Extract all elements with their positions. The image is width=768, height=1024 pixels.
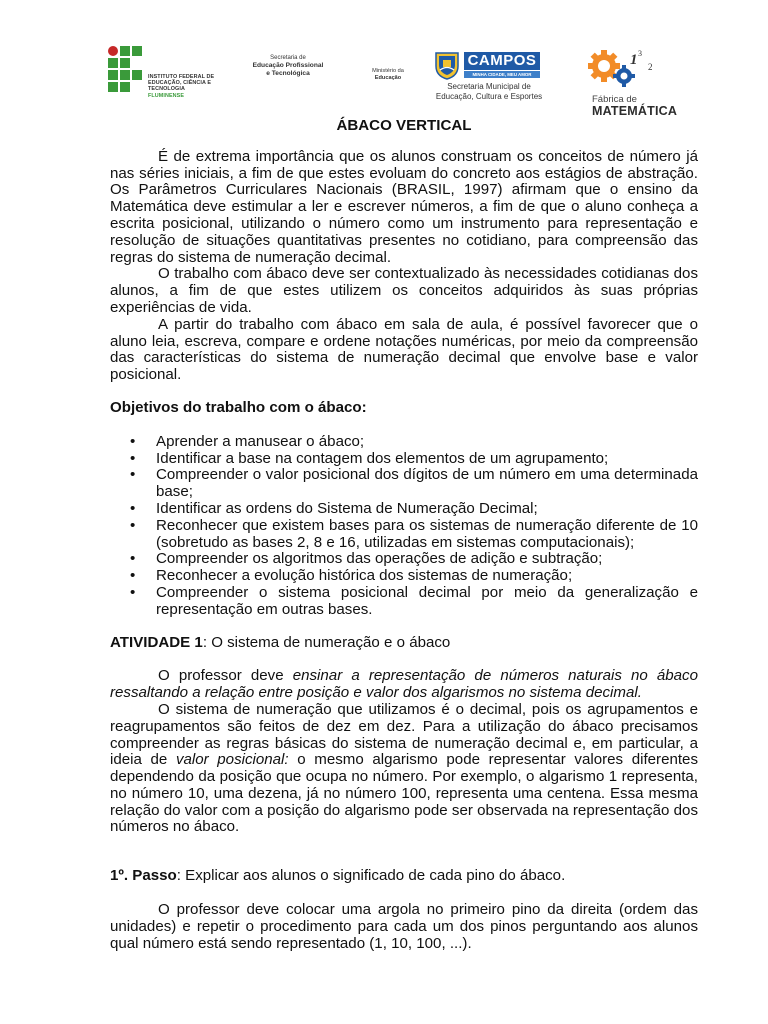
list-item: • Reconhecer a evolução histórica dos sistemas de numeração; <box>110 568 698 585</box>
step1-label: 1º. Passo <box>110 867 177 885</box>
fabrica-de-matematica-logo <box>584 44 678 120</box>
logo-header <box>108 40 678 120</box>
list-item: • Identificar as ordens do Sistema de Numeração Decimal; <box>110 501 698 518</box>
if-logo-line1: INSTITUTO FEDERAL DE <box>148 74 215 80</box>
document-title: ÁBACO VERTICAL <box>336 117 472 134</box>
objectives-heading: Objetivos do trabalho com o ábaco: <box>110 398 367 416</box>
step1-paragraph: O professor deve colocar uma argola no primeiro pino da direita (ordem das unidades) e repetir o procedimento para cada um dos pinos perguntando aos alunos qual número está sendo representado (1, 10, 100, ...). <box>110 901 698 952</box>
activity-p2-part2: o mesmo algarismo pode representar valores diferentes dependendo da posição que ocupa no número. Por exemplo, o algarismo 1 representa, no número 10, uma dezena, já no número 100, representa uma centena. Essa mesma relação do valor com a posição do algarismo pode ser observada na representação dos números no ábaco. <box>110 751 698 836</box>
if-logo-line2: EDUCAÇÃO, CIÊNCIA E TECNOLOGIA <box>148 80 212 93</box>
intro-paragraph-1: É de extrema importância que os alunos construam os conceitos de número já nas séries iniciais, a fim de que estes evoluam do concreto aos estágios de abstração. Os Parâmetros Curriculares Nacionais (BRASIL, 1997) afirmam que o ensino da Matemática deve estimular a ler e escrever números, a fim de que o aluno conheça a escrita posicional, utilizando o número como um instrumento para representação e resolução de situações quantitativas presentes no cotidiano, para compreensão das regras do sistema de numeração decimal. <box>110 147 698 266</box>
setec-line1: Secretaria de <box>270 55 306 61</box>
document-body <box>110 112 698 952</box>
campos-sec-line2: Educação, Cultura e Esportes <box>435 91 543 101</box>
activity-heading <box>110 635 698 652</box>
svg-text:3: 3 <box>638 49 642 58</box>
activity-title: : O sistema de numeração e o ábaco <box>202 633 451 651</box>
list-item: • Aprender a manusear o ábaco; <box>110 434 698 451</box>
svg-text:2: 2 <box>648 62 653 72</box>
activity-label: ATIVIDADE 1 <box>110 633 203 651</box>
list-item: • Compreender os algoritmos das operações de adição e subtração; <box>110 551 698 568</box>
mec-logo <box>368 68 408 82</box>
activity-p2-italic: valor posicional: <box>175 751 289 769</box>
mec-line2: Educação <box>374 75 402 81</box>
svg-text:1: 1 <box>630 52 638 68</box>
mec-line1: Ministério da <box>372 68 404 74</box>
activity-p2-part1: O sistema de numeração que utilizamos é o decimal, pois os agrupamentos e reagrupamentos são feitos de dez em dez. Para a utilização do ábaco precisamos compreender as regras básicas do sistema de numeração decimal e, em particular, a ideia de <box>110 700 698 769</box>
campos-slogan: MINHA CIDADE, MEU AMOR <box>464 71 540 78</box>
campos-sec-line1: Secretaria Municipal de <box>447 82 531 91</box>
setec-line3: e Tecnológica <box>266 70 310 77</box>
activity-p1-prefix: O professor deve <box>158 667 293 685</box>
campos-name: CAMPOS <box>464 52 540 70</box>
intro-paragraph-3: A partir do trabalho com ábaco em sala de aula, é possível favorecer que o aluno leia, escreva, compare e ordene notações numéricas, por meio da compreensão das características do sistema de numeração decimal que envolve base e valor posicional. <box>110 315 698 384</box>
fabrica-line1: Fábrica de <box>592 94 637 105</box>
activity-p1-italic: ensinar a representação de números naturais no ábaco ressaltando a relação entre posição e valor dos algarismos no sistema decimal. <box>110 667 698 702</box>
fabrica-line2: MATEMÁTICA <box>592 104 678 118</box>
objectives-list <box>110 434 698 619</box>
campos-secretaria <box>434 82 544 101</box>
activity-paragraph-1 <box>110 668 698 702</box>
setec-logo <box>248 54 328 78</box>
list-item: • Compreender o sistema posicional decimal por meio da generalização e representação em outras bases. <box>110 585 698 619</box>
if-fluminense-logo <box>108 46 238 99</box>
list-item: • Compreender o valor posicional dos dígitos de um número em uma determinada base; <box>110 467 698 501</box>
list-item: • Reconhecer que existem bases para os sistemas de numeração diferente de 10 (sobretudo as bases 2, 8 e 16, utilizadas em sistemas computacionais); <box>110 518 698 552</box>
setec-line2: Educação Profissional <box>252 62 324 69</box>
step1-text: : Explicar aos alunos o significado de cada pino do ábaco. <box>176 867 566 885</box>
if-grid-icon <box>108 46 146 92</box>
gears-icon <box>584 44 668 94</box>
if-logo-text <box>148 74 243 99</box>
intro-paragraph-2: O trabalho com ábaco deve ser contextualizado às necessidades cotidianas dos alunos, a fim de que estes utilizem os conceitos adquiridos às suas próprias experiências de vida. <box>110 265 698 316</box>
if-logo-line3: FLUMINENSE <box>148 92 185 99</box>
step1-heading <box>110 868 698 885</box>
list-item: • Identificar a base na contagem dos elementos de um agrupamento; <box>110 451 698 468</box>
activity-paragraph-2 <box>110 702 698 836</box>
campos-logo <box>434 50 544 110</box>
campos-crest-icon <box>434 50 460 80</box>
